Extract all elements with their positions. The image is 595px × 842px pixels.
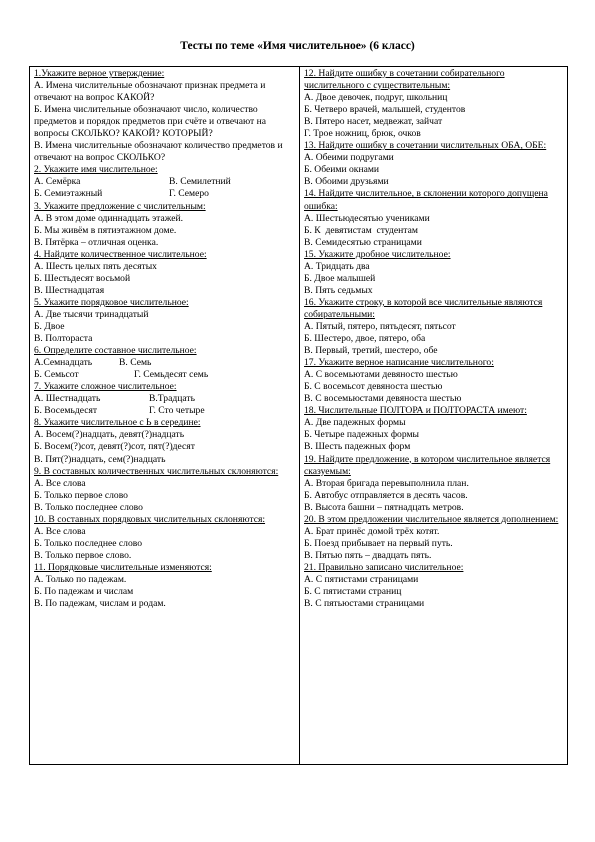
answer-a: А. Две тысячи тринадцатый (34, 308, 149, 320)
answer-a: А. Семёрка (34, 176, 81, 188)
answer-b: Б. Восем(?)сот, девят(?)сот, пят(?)десят (34, 441, 195, 453)
answer-b: Б. Двое (34, 320, 65, 332)
answer-a: А. Все слова (34, 477, 86, 489)
answer-b: Б. С пятистами страниц (304, 586, 402, 598)
answer-b: Б. Только последнее слово (34, 537, 143, 549)
answer-a: А. Все слова (34, 525, 86, 537)
question-text: 14. Найдите числительное, в склонении которого допущена ошибка: (304, 188, 548, 212)
question-2 (34, 164, 296, 200)
question-1 (34, 68, 296, 164)
answer-a: А. Шесть целых пять десятых (34, 260, 157, 272)
answer-b: В. Семь (119, 357, 152, 369)
question-11 (34, 562, 296, 610)
question-text: 4. Найдите количественное числительное: (34, 248, 207, 260)
page-title: Тесты по теме «Имя числительное» (6 класс) (180, 40, 415, 52)
question-text: 15. Укажите дробное числительное: (304, 248, 451, 260)
question-10 (34, 514, 296, 562)
question-8 (34, 417, 296, 465)
answer-a: А. Брат принёс домой трёх котят. (304, 525, 440, 537)
answer-b: Б. Только первое слово (34, 489, 128, 501)
answer-a: А. Обеими подругами (304, 152, 394, 164)
question-18 (304, 405, 566, 453)
question-3 (34, 201, 296, 249)
answer-a: А. В этом доме одиннадцать этажей. (34, 212, 184, 224)
answer-c: В. Пятеро насет, медвежат, зайчат (304, 116, 443, 128)
answer-a: А. Имена числительные обозначают признак предмета и отвечают на вопрос КАКОЙ? (34, 80, 266, 104)
answer-b: Б. Семиэтажный (34, 188, 103, 200)
answer-a: А. Шестнадцать (34, 393, 101, 405)
answer-c: В. Только первое слово. (34, 549, 132, 561)
answer-a: А. Вторая бригада перевыполнила план. (304, 477, 469, 489)
question-13 (304, 140, 566, 188)
answer-a: А. Две падежных формы (304, 417, 406, 429)
answer-c: В. Пятёрка – отличная оценка. (34, 236, 159, 248)
answer-d: Г. Трое ножниц, брюк, очков (304, 128, 421, 140)
answer-a: А. Только по падежам. (34, 573, 127, 585)
answer-b: В.Традцать (149, 393, 195, 405)
answer-c: В. Имена числительные обозначают количество предметов и отвечают на вопрос СКОЛЬКО? (34, 140, 283, 164)
question-text: 7. Укажите сложное числительное: (34, 381, 177, 393)
left-column (34, 68, 296, 610)
question-15 (304, 249, 566, 297)
answer-c: В. Только последнее слово (34, 501, 143, 513)
answer-b: Б. Имена числительные обозначают число, количество предметов и порядок предметов при счёте и отвечают на вопросы СКОЛЬКО? КАКОЙ? КОТОРЫЙ? (34, 104, 266, 140)
question-20 (304, 514, 566, 562)
question-text: 9. В составных количественных числительных склоняются: (34, 465, 279, 477)
answer-a: А. Восем(?)надцать, девят(?)надцать (34, 429, 185, 441)
answer-c: В. Полтораста (34, 333, 93, 345)
answer-b: Б. Шестеро, двое, пятеро, оба (304, 333, 426, 345)
answer-c: В. Шестнадцатая (34, 284, 105, 296)
answer-a: А. Тридцать два (304, 260, 370, 272)
question-text: 16. Укажите строку, в которой все числительные являются собирательными: (304, 296, 543, 320)
question-text: 17. Укажите верное написание числительного: (304, 357, 494, 369)
question-text: 19. Найдите предложение, в котором числительное является сказуемым: (304, 453, 551, 477)
answer-c: В. Семидесятью страницами (304, 236, 422, 248)
answer-d: Г. Сто четыре (149, 405, 205, 417)
question-text: 18. Числительные ПОЛТОРА и ПОЛТОРАСТА имеют: (304, 405, 527, 417)
answer-b: Б. Обеими окнами (304, 164, 380, 176)
answer-d: Г. Семеро (169, 188, 209, 200)
question-text: 10. В составных порядковых числительных склоняются: (34, 513, 266, 525)
answer-d: Г. Семьдесят семь (134, 369, 209, 381)
question-16 (304, 297, 566, 357)
answer-c: В. С восемьюстами девяноста шестью (304, 393, 462, 405)
answer-a: А. Двое девочек, подруг, школьниц (304, 92, 448, 104)
answer-c: В. Пятью пять – двадцать пять. (304, 549, 432, 561)
answer-b: Б. По падежам и числам (34, 586, 134, 598)
answer-b: Б. С восемьсот девяноста шестью (304, 381, 443, 393)
question-text: 5. Укажите порядковое числительное: (34, 296, 189, 308)
answer-c: В. Пять седьмых (304, 284, 373, 296)
answer-b: Б. Автобус отправляется в десять часов. (304, 489, 468, 501)
answer-a: А. С восемьютами девяносто шестью (304, 369, 458, 381)
answer-c: В. Высота башни – пятнадцать метров. (304, 501, 464, 513)
question-text: 21. Правильно записано числительное: (304, 561, 464, 573)
answer-b: Б. Двое малышей (304, 272, 376, 284)
question-19 (304, 454, 566, 514)
answer-c: В. С пятьюстами страницами (304, 598, 425, 610)
question-text: 13. Найдите ошибку в сочетании числительных ОБА, ОБЕ: (304, 140, 547, 152)
question-12 (304, 68, 566, 140)
question-text: 2. Укажите имя числительное: (34, 164, 158, 176)
answer-b: Б. Четыре падежных формы (304, 429, 420, 441)
question-text: 11. Порядковые числительные изменяются: (34, 561, 212, 573)
question-text: 6. Определите составное числительное: (34, 345, 197, 357)
right-column (304, 68, 566, 610)
question-text: 12. Найдите ошибку в сочетании собирательного числительного с существительным: (304, 68, 505, 92)
question-4 (34, 249, 296, 297)
answer-c: В. Обоими друзьями (304, 176, 389, 188)
answer-b: Б. К девятистам студентам (304, 224, 418, 236)
question-5 (34, 297, 296, 345)
answer-a: А. С пятистами страницами (304, 573, 419, 585)
answer-c: В. Первый, третий, шестеро, обе (304, 345, 438, 357)
answer-b: Б. Мы живём в пятиэтажном доме. (34, 224, 177, 236)
answer-a: А.Семнадцать (34, 357, 93, 369)
question-text: 3. Укажите предложение с числительным: (34, 200, 206, 212)
question-text: 1.Укажите верное утверждение: (34, 68, 165, 79)
question-14 (304, 188, 566, 248)
answer-c: В. По падежам, числам и родам. (34, 598, 166, 610)
answer-a: А. Шестьюдесятью учениками (304, 212, 430, 224)
question-9 (34, 466, 296, 514)
answer-b: Б. Четверо врачей, малышей, студентов (304, 104, 466, 116)
answer-c: В. Шесть падежных форм (304, 441, 411, 453)
question-17 (304, 357, 566, 405)
answer-a: А. Пятый, пятеро, пятьдесят, пятьсот (304, 320, 456, 332)
question-7 (34, 381, 296, 417)
answer-b: Б. Поезд прибывает на первый путь. (304, 537, 453, 549)
question-21 (304, 562, 566, 610)
answer-b: Б. Шестьдесят восьмой (34, 272, 131, 284)
question-text: 8. Укажите числительное с Ь в середине: (34, 417, 201, 429)
question-6 (34, 345, 296, 381)
answer-c: Б. Семьсот (34, 369, 79, 381)
answer-c: Б. Восемьдесят (34, 405, 98, 417)
answer-c: В. Семилетний (169, 176, 231, 188)
column-divider (299, 66, 300, 765)
answer-c: В. Пят(?)надцать, сем(?)надцать (34, 453, 166, 465)
question-text: 20. В этом предложении числительное является дополнением: (304, 513, 559, 525)
